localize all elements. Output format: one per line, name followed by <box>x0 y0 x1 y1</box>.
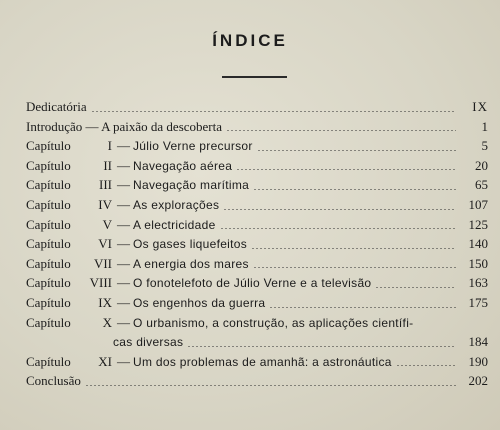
chapter-number: I <box>107 138 112 154</box>
entry-page: 5 <box>481 138 488 154</box>
chapter-number: III <box>99 177 112 193</box>
chapter-word: Capítulo <box>26 294 71 310</box>
entry-page: 202 <box>468 373 488 389</box>
toc-entry-dedicatoria <box>26 97 488 117</box>
chapter-word: Capítulo <box>26 314 71 330</box>
leader-dots <box>257 150 456 151</box>
leader-dots <box>236 169 456 170</box>
chapter-title: Navegação aérea <box>133 158 233 173</box>
toc-entry-chapter-5: Capítulo V — A electricidade 125 <box>26 215 488 235</box>
chapter-word: Capítulo <box>26 353 71 369</box>
chapter-title: A electricidade <box>133 217 216 232</box>
entry-page: 150 <box>468 255 488 271</box>
toc-entry-chapter-11: Capítulo XI — Um dos problemas de amanhã: a astronáutica 190 <box>26 352 488 372</box>
chapter-number: II <box>103 157 112 173</box>
chapter-number: IV <box>98 196 112 212</box>
leader-dots <box>91 111 456 112</box>
chapter-word: Capítulo <box>26 255 71 271</box>
chapter-number: VII <box>93 255 112 271</box>
chapter-title: Júlio Verne precursor <box>133 139 253 154</box>
chapter-title: O fonotelefoto de Júlio Verne e a televisão <box>133 276 372 291</box>
entry-page: 125 <box>468 216 488 232</box>
toc-entry-chapter-7: Capítulo VII — A energia dos mares 150 <box>26 254 488 274</box>
entry-page: IX <box>472 99 488 114</box>
entry-page: 107 <box>468 196 488 212</box>
table-of-contents <box>26 97 488 391</box>
title-rule <box>222 76 287 78</box>
page-title: ÍNDICE <box>212 31 288 50</box>
chapter-word: Capítulo <box>26 275 71 291</box>
chapter-title: O urbanismo, a construção, as aplicações científi- <box>133 315 414 330</box>
toc-entry-chapter-1: Capítulo I — Júlio Verne precursor 5 <box>26 136 488 156</box>
chapter-number: XI <box>98 353 112 369</box>
entry-label: Conclusão <box>26 373 81 389</box>
chapter-title: Os engenhos da guerra <box>133 295 266 310</box>
entry-page: 1 <box>481 118 488 134</box>
leader-dots <box>85 385 456 386</box>
entry-page: 140 <box>468 236 488 252</box>
chapter-title: Os gases liquefeitos <box>133 237 248 252</box>
chapter-title-continuation <box>113 332 488 353</box>
chapter-title: Um dos problemas de amanhã: a astronáutica <box>133 354 392 369</box>
entry-page: 20 <box>475 157 488 173</box>
entry-page: 65 <box>475 177 488 193</box>
toc-entry-conclusao <box>26 371 488 391</box>
chapter-number: VI <box>98 236 112 252</box>
leader-dots <box>220 228 456 229</box>
toc-entry-chapter-4: Capítulo IV — As explorações 107 <box>26 195 488 215</box>
leader-dots <box>375 287 456 288</box>
leader-dots <box>226 130 456 131</box>
entry-page: 175 <box>468 294 488 310</box>
leader-dots <box>269 307 456 308</box>
toc-entry-chapter-9: Capítulo IX — Os engenhos da guerra 175 <box>26 293 488 313</box>
chapter-number: X <box>102 314 112 330</box>
chapter-title: Navegação marítima <box>133 178 250 193</box>
toc-entry-chapter-3: Capítulo III — Navegação marítima 65 <box>26 175 488 195</box>
leader-dots <box>251 248 456 249</box>
chapter-title-line2: cas diversas <box>113 334 184 349</box>
chapter-word: Capítulo <box>26 138 71 154</box>
entry-label: Introdução — A paixão da descoberta <box>26 118 223 134</box>
chapter-word: Capítulo <box>26 236 71 252</box>
entry-label: Dedicatória <box>26 99 87 114</box>
leader-dots <box>396 365 456 366</box>
entry-page: 184 <box>468 333 488 349</box>
toc-entry-chapter-6: Capítulo VI — Os gases liquefeitos 140 <box>26 234 488 254</box>
leader-dots <box>253 189 456 190</box>
chapter-word: Capítulo <box>26 157 71 173</box>
entry-page: 190 <box>468 353 488 369</box>
chapter-title: As explorações <box>133 197 220 212</box>
toc-entry-chapter-8: Capítulo VIII — O fonotelefoto de Júlio Verne e a televisão 163 <box>26 273 488 293</box>
chapter-word: Capítulo <box>26 216 71 232</box>
chapter-number: IX <box>98 294 112 310</box>
toc-entry-chapter-10: Capítulo X — O urbanismo, a construção, as aplicações científi- cas diversas 184 <box>26 313 488 352</box>
chapter-number: VIII <box>89 275 112 291</box>
chapter-word: Capítulo <box>26 196 71 212</box>
chapter-title: A energia dos mares <box>133 256 249 271</box>
toc-entry-introducao <box>26 117 488 137</box>
chapter-number: V <box>102 216 112 232</box>
entry-page: 163 <box>468 275 488 291</box>
chapter-word: Capítulo <box>26 177 71 193</box>
leader-dots <box>187 346 456 347</box>
toc-entry-chapter-2: Capítulo II — Navegação aérea 20 <box>26 156 488 176</box>
leader-dots <box>253 267 456 268</box>
leader-dots <box>223 209 456 210</box>
